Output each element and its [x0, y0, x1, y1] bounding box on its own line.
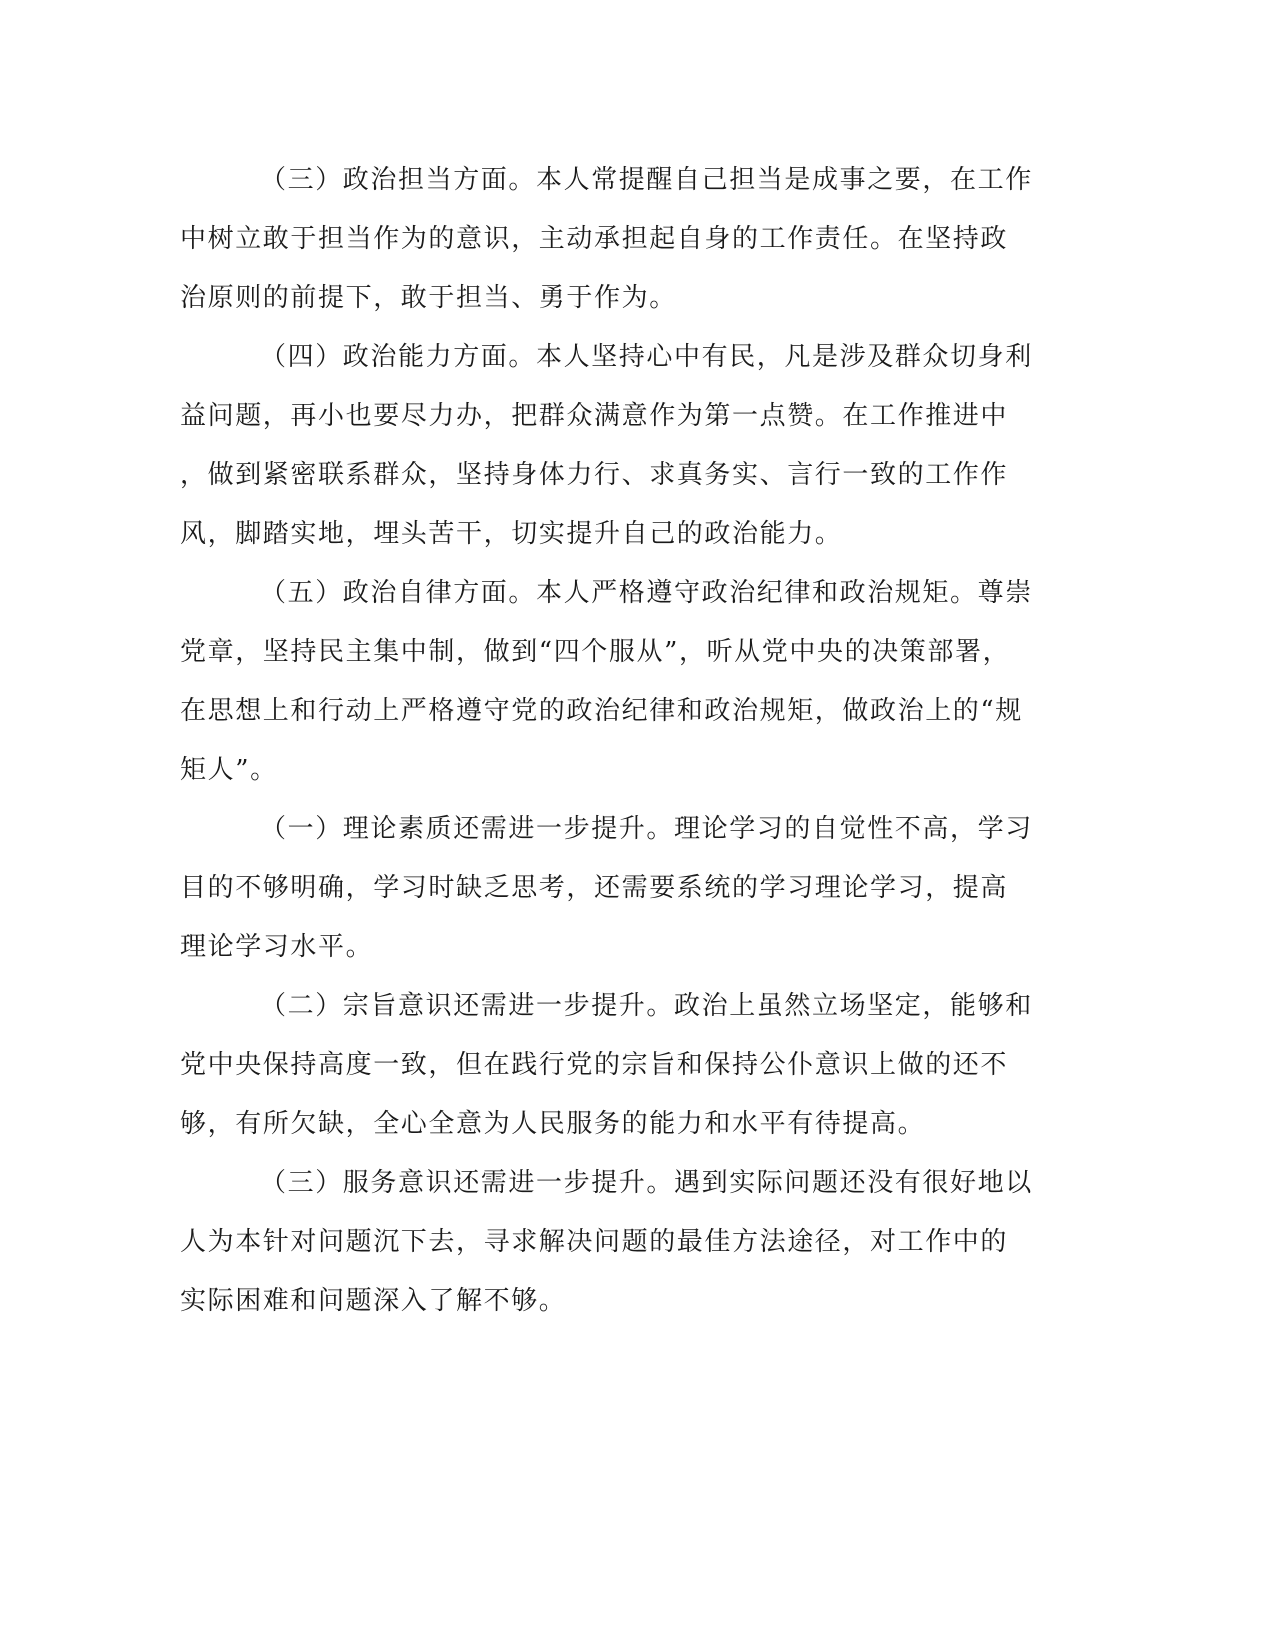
paragraph-3-line-2: 党章，坚持民主集中制，做到“四个服从”，听从党中央的决策部署， — [180, 637, 1011, 667]
paragraph-4-line-1: （一）理论素质还需进一步提升。理论学习的自觉性不高，学习 — [260, 814, 1033, 844]
paragraph-3-line-3: 在思想上和行动上严格遵守党的政治纪律和政治规矩，做政治上的“规 — [180, 696, 1023, 726]
paragraph-2-line-2: 益问题，再小也要尽力办，把群众满意作为第一点赞。在工作推进中 — [180, 401, 1009, 431]
paragraph-2-line-1: （四）政治能力方面。本人坚持心中有民，凡是涉及群众切身利 — [260, 342, 1033, 372]
paragraph-6-line-3: 实际困难和问题深入了解不够。 — [180, 1286, 567, 1316]
paragraph-5-line-3: 够，有所欠缺，全心全意为人民服务的能力和水平有待提高。 — [180, 1109, 926, 1139]
paragraph-3-line-4: 矩人”。 — [180, 755, 278, 785]
paragraph-5-line-2: 党中央保持高度一致，但在践行党的宗旨和保持公仆意识上做的还不 — [180, 1050, 1009, 1080]
paragraph-5-line-1: （二）宗旨意识还需进一步提升。政治上虽然立场坚定，能够和 — [260, 991, 1033, 1021]
paragraph-1-line-1: （三）政治担当方面。本人常提醒自己担当是成事之要，在工作 — [260, 165, 1033, 195]
paragraph-1-line-2: 中树立敢于担当作为的意识，主动承担起自身的工作责任。在坚持政 — [180, 224, 1009, 254]
paragraph-2-line-3: ，做到紧密联系群众，坚持身体力行、求真务实、言行一致的工作作 — [180, 460, 1009, 490]
paragraph-1-line-3: 治原则的前提下，敢于担当、勇于作为。 — [180, 283, 677, 313]
paragraph-3-line-1: （五）政治自律方面。本人严格遵守政治纪律和政治规矩。尊崇 — [260, 578, 1033, 608]
paragraph-4-line-3: 理论学习水平。 — [180, 932, 374, 962]
paragraph-6-line-1: （三）服务意识还需进一步提升。遇到实际问题还没有很好地以 — [260, 1168, 1033, 1198]
paragraph-2-line-4: 风，脚踏实地，埋头苦干，切实提升自己的政治能力。 — [180, 519, 843, 549]
paragraph-6-line-2: 人为本针对问题沉下去，寻求解决问题的最佳方法途径，对工作中的 — [180, 1227, 1009, 1257]
paragraph-4-line-2: 目的不够明确，学习时缺乏思考，还需要系统的学习理论学习，提高 — [180, 873, 1009, 903]
